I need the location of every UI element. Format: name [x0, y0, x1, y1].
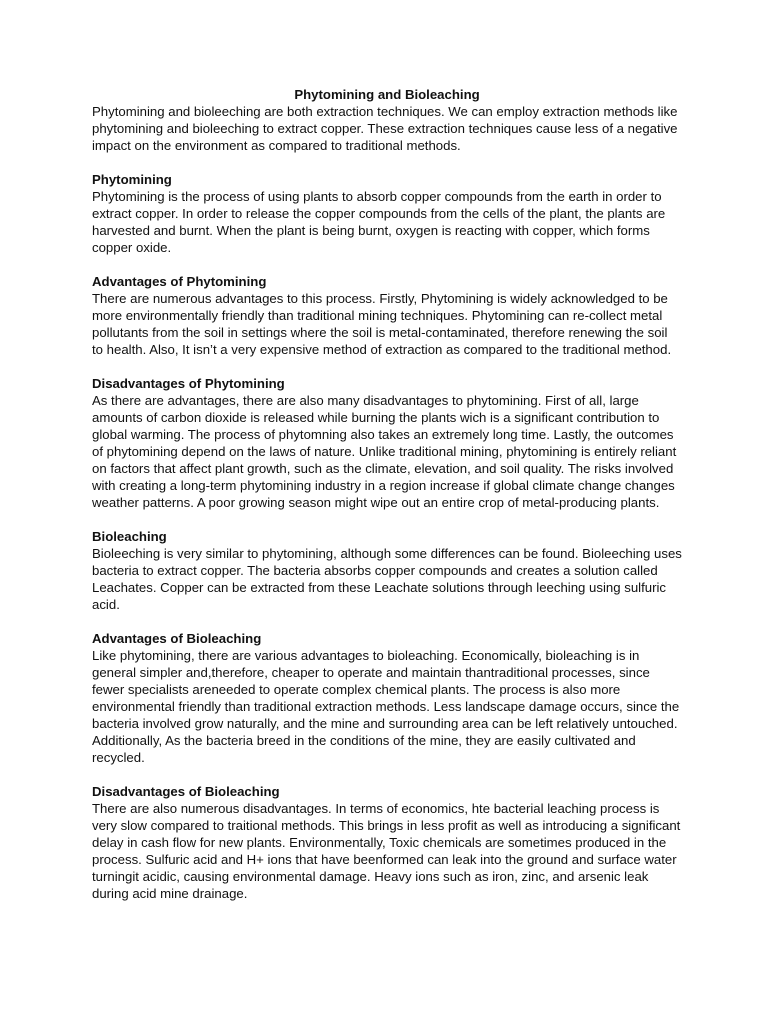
section-heading: Disadvantages of Bioleaching — [92, 784, 280, 799]
section-body: Phytomining is the process of using plants to absorb copper compounds from the earth in order to extract copper. In order to release the copper compounds from the cells of the plant, the plants are harvested and burnt. When the plant is being burnt, oxygen is reacting with copper, which forms copper oxide. — [92, 189, 666, 255]
section-body: Bioleeching is very similar to phytomining, although some differences can be found. Bioleeching uses bacteria to extract copper. The bacteria absorbs copper compounds and creates a solution called Leachates. Copper can be extracted from these Leachate solutions through leeching using sulfuric acid. — [92, 546, 682, 612]
section-body: As there are advantages, there are also many disadvantages to phytomining. First of all, large amounts of carbon dioxide is released while burning the plants wich is a significant contribution to global warming. The process of phytomning also takes an extremely long time. Lastly, the outcomes of phytomining depend on the laws of nature. Unlike traditional mining, phytomining is entirely reliant on factors that affect plant growth, such as the climate, elevation, and soil quality. The risks involved with creating a long-term phytomining industry in a region increase if global climate change changes weather patterns. A poor growing season might wipe out an entire crop of metal-producing plants. — [92, 393, 677, 510]
section-bioleaching — [92, 528, 682, 613]
section-heading: Advantages of Bioleaching — [92, 631, 262, 646]
section-body: There are also numerous disadvantages. In terms of economics, hte bacterial leaching process is very slow compared to traitional methods. This brings in less profit as well as introducing a significant delay in cash flow for new plants. Environmentally, Toxic chemicals are sometimes produced in the process. Sulfuric acid and H+ ions that have beenformed can leak into the ground and surface water turningit acidic, causing environmental damage. Heavy ions such as iron, zinc, and arsenic leak during acid mine drainage. — [92, 801, 681, 901]
section-advantages-of-bioleaching — [92, 630, 682, 766]
section-body: Like phytomining, there are various advantages to bioleaching. Economically, bioleaching is in general simpler and,therefore, cheaper to operate and maintain thantraditional processes, since fewer specialists areneeded to operate complex chemical plants. The process is also more environmental friendly than traditional extraction methods. Less landscape damage occurs, since the bacteria involved grow naturally, and the mine and surrounding area can be left relatively untouched. Additionally, As the bacteria breed in the conditions of the mine, they are easily cultivated and recycled. — [92, 648, 680, 765]
intro-paragraph: Phytomining and bioleeching are both extraction techniques. We can employ extraction methods like phytomining and bioleeching to extract copper. These extraction techniques cause less of a negative impact on the environment as compared to traditional methods. — [92, 104, 678, 153]
section-body: There are numerous advantages to this process. Firstly, Phytomining is widely acknowledged to be more environmentally friendly than traditional mining techniques. Phytomining can re-collect metal pollutants from the soil in settings where the soil is metal-contaminated, therefore renewing the soil to health. Also, It isn’t a very expensive method of extraction as compared to the traditional method. — [92, 291, 672, 357]
section-heading: Bioleaching — [92, 529, 167, 544]
section-heading: Advantages of Phytomining — [92, 274, 267, 289]
section-disadvantages-of-bioleaching — [92, 783, 682, 902]
section-phytomining — [92, 171, 682, 256]
section-heading: Disadvantages of Phytomining — [92, 376, 285, 391]
section-heading: Phytomining — [92, 172, 172, 187]
section-advantages-of-phytomining — [92, 273, 682, 358]
document-title: Phytomining and Bioleaching — [294, 87, 480, 102]
document-page — [92, 86, 682, 902]
section-disadvantages-of-phytomining — [92, 375, 682, 511]
